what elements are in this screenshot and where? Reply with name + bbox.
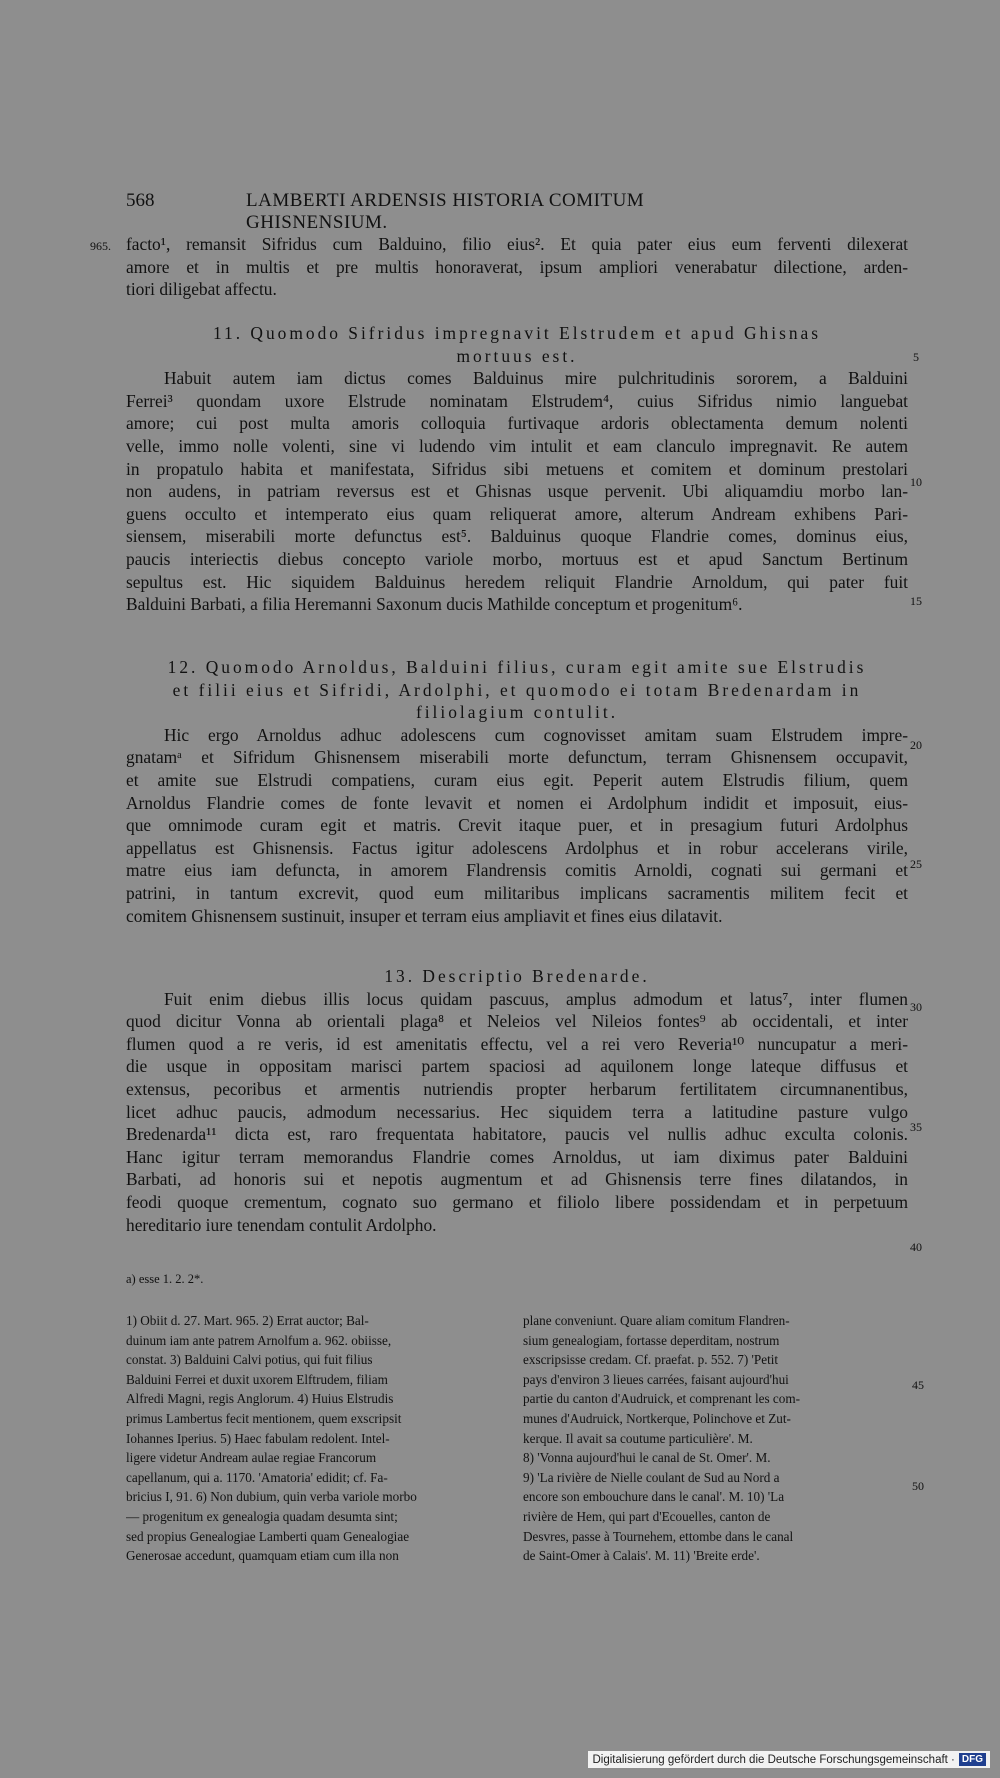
- text-line: facto¹, remansit Sifridus cum Balduino, filio eius². Et quia pater eius eum ferventi dilexerat: [126, 234, 908, 254]
- margin-line-number: 40: [910, 1240, 922, 1254]
- chapter-12-heading-cont: filiolagium contulit.: [415, 702, 619, 723]
- text-line: Bredenarda¹¹ dicta est, raro frequentata habitatore, paucis vel nullis adhuc exculta colonis.: [126, 1124, 908, 1145]
- text-line: licet adhuc paucis, admodum necessarius. Hec siquidem terra a latitudine pasture vulgo: [126, 1101, 908, 1122]
- text-line: sepultus est. Hic siquidem Balduinus heredem reliquit Flandrie Arnoldum, qui pater fuit: [126, 571, 908, 592]
- text-line: que omnimode curam egit et matris. Crevit itaque puer, et in presagium futuri Ardolphus: [126, 815, 908, 836]
- text-line: matre eius iam defuncta, in amorem Flandrensis comitis Arnoldi, cognati sui germani et: [126, 860, 908, 881]
- footnote-line: partie du canton d'Audruick, et comprenant les com-: [523, 1391, 801, 1407]
- text-line: paucis interiectis diebus concepto variole morbo, mortuus est et apud Sanctum Bertinum: [126, 548, 908, 569]
- text-line: in propatulo habita et manifestata, Sifridus sibi metuens et comitem et dominum prestolari: [126, 458, 908, 479]
- page-number: 568: [126, 190, 155, 211]
- text-line: patrini, in tantum excrevit, quod eum militaribus implicans sacramentis militem fecit et: [126, 882, 908, 903]
- footnote-line: primus Lambertus fecit mentionem, quem exscripsit: [126, 1410, 402, 1426]
- text-line: Hic ergo Arnoldus adhuc adolescens cum cognovisset amitam suam Elstrudem impre-: [164, 724, 908, 745]
- margin-line-number: 25: [910, 857, 922, 871]
- footnote-line: encore son embouchure dans le canal'. M. 10) 'La: [523, 1489, 785, 1505]
- footnote-line: Alfredi Magni, regis Anglorum. 4) Huius Elstrudis: [126, 1391, 394, 1407]
- footnote-line: sium genealogiam, fortasse deperditam, nostrum: [523, 1332, 780, 1348]
- text-line: comitem Ghisnensem sustinuit, insuper et terram eius ampliavit et fines eius dilatavit.: [126, 905, 723, 926]
- text-line: tiori diligebat affectu.: [126, 279, 277, 300]
- footnote-line: munes d'Audruick, Nortkerque, Polinchove et Zut-: [523, 1410, 791, 1426]
- text-line: amore; cui post multa amoris colloquia furtivaque ardoris oblectamenta demum nolenti: [126, 413, 908, 434]
- margin-year: 965.: [90, 239, 111, 253]
- text-line: Fuit enim diebus illis locus quidam pascuus, amplus admodum et latus⁷, inter flumen: [164, 988, 908, 1009]
- dfg-logo-icon: DFG: [959, 1753, 986, 1766]
- chapter-11-heading-cont: mortuus est.: [456, 345, 578, 366]
- text-line: die usque in oppositam marisci partem spaciosi ad aquilonem longe lateque diffusus et: [126, 1056, 908, 1077]
- chapter-11-heading: 11. Quomodo Sifridus impregnavit Elstrudem et apud Ghisnas: [212, 323, 822, 343]
- text-line: Hanc igitur terram memorandus Flandrie comes Arnoldus, ut iam diximus pater Balduini: [126, 1146, 908, 1167]
- footnote-line: sed propius Genealogiae Lamberti quam Genealogiae: [126, 1528, 410, 1544]
- dfg-funding-notice: [588, 1751, 990, 1768]
- margin-line-number: 20: [910, 738, 922, 752]
- text-line: Balduini Barbati, a filia Heremanni Saxonum ducis Mathilde conceptum et progenitum⁶.: [126, 594, 743, 615]
- footnote-line: constat. 3) Balduini Calvi potius, qui fuit filius: [126, 1352, 373, 1368]
- footnote-line: 9) 'La rivière de Nielle coulant de Sud au Nord a: [523, 1469, 780, 1485]
- margin-line-number: 15: [910, 594, 922, 608]
- text-line: guens occulto et intemperato eius quam reliquerat amore, alterum Andream exhibens Pari-: [126, 503, 908, 524]
- text-line: extensus, pecoribus et armentis nutriendis propter herbarum fertilitatem circumnanentibus,: [126, 1078, 908, 1099]
- footnote-line: bricius I, 91. 6) Non dubium, quin verba variole morbo: [126, 1489, 417, 1505]
- text-line: quod dicitur Vonna ab orientali plaga⁸ et Neleios vel Nileios fontes⁹ ab occidentali, et inter: [126, 1011, 908, 1032]
- chapter-12-heading-cont: et filii eius et Sifridi, Ardolphi, et quomodo ei totam Bredenardam in: [172, 679, 862, 700]
- running-title: LAMBERTI ARDENSIS HISTORIA COMITUM GHISNENSIUM.: [246, 190, 645, 233]
- text-line: gnatamᵃ et Sifridum Ghisnensem miserabili morte defunctum, terram Ghisnensem occupavit,: [126, 747, 908, 768]
- chapter-13-heading: 13. Descriptio Bredenarde.: [384, 966, 650, 986]
- chapter-11: [126, 322, 908, 616]
- page-header: [126, 190, 790, 233]
- text-line: et amite sue Elstrudi compatiens, curam eius egit. Peperit autem Elstrudis filium, quem: [126, 769, 908, 790]
- footnote-line: capellanum, qui a. 1170. 'Amatoria' edidit; cf. Fa-: [126, 1469, 388, 1485]
- footnote-line: — progenitum ex genealogia quadam desumta sint;: [126, 1508, 398, 1524]
- footnote-line: Generosae accedunt, quamquam etiam cum illa non: [126, 1548, 399, 1564]
- chapter-12-heading: 12. Quomodo Arnoldus, Balduini filius, curam egit amite sue Elstrudis: [167, 657, 867, 677]
- text-line: siensem, miserabili morte defunctus est⁵. Balduinus quoque Flandrie comes, dominus eius,: [126, 526, 908, 547]
- margin-line-number: 45: [912, 1378, 924, 1392]
- margin-line-number: 50: [912, 1479, 924, 1493]
- footnote-line: Desvres, passe à Tournehem, ettombe dans le canal: [523, 1528, 794, 1544]
- text-line: Ferrei³ quondam uxore Elstrude nominatam Elstrudem⁴, cuius Sifridus nimio languebat: [126, 390, 908, 411]
- text-line: Habuit autem iam dictus comes Balduinus mire pulchritudinis sororem, a Balduini: [164, 368, 908, 389]
- footnote-line: Iohannes Iperius. 5) Haec fabulam redolent. Intel-: [126, 1430, 390, 1446]
- footnote-line: duinum iam ante patrem Arnolfum a. 962. obiisse,: [126, 1332, 392, 1348]
- critical-apparatus: a) esse 1. 2. 2*.: [126, 1272, 204, 1286]
- margin-line-number: 35: [910, 1120, 922, 1134]
- text-line: hereditario iure tenendam contulit Ardolpho.: [126, 1214, 437, 1235]
- text-line: Barbati, ad honoris sui et nepotis augmentum et ad Ghisnensis terre fines dilatandos, in: [126, 1169, 908, 1190]
- text-line: appellatus est Ghisnensis. Factus igitur adolescens Ardolphus et in robur accelerans virile,: [126, 837, 908, 858]
- text-line: amore et in multis et pre multis honoraverat, ipsum ampliori venerabatur dilectione, arden-: [126, 256, 908, 277]
- footnotes-left-column: [126, 1311, 509, 1566]
- footnote-line: exscripsisse credam. Cf. praefat. p. 552. 7) 'Petit: [523, 1352, 779, 1368]
- footnote-line: 8) 'Vonna aujourd'hui le canal de St. Omer'. M.: [523, 1450, 771, 1466]
- footnotes-right-column: [523, 1311, 906, 1566]
- margin-line-number: 5: [913, 350, 919, 364]
- margin-line-number: 30: [910, 1000, 922, 1014]
- chapter-13: [126, 965, 908, 1236]
- text-line: feodi quoque crementum, cognato suo germano et filiolo libere possidendam et in perpetuum: [126, 1191, 908, 1212]
- text-line: velle, immo nolle volenti, sine vi ludendo vim intulit et eam clanculo impregnavit. Re autem: [126, 435, 908, 456]
- footnote-line: rivière de Hem, qui part d'Ecouelles, canton de: [523, 1508, 771, 1524]
- footnote-line: kerque. Il avait sa coutume particulière'. M.: [523, 1430, 753, 1446]
- footnote-line: ligere videtur Andream aulae regiae Francorum: [126, 1450, 377, 1466]
- intro-paragraph: [126, 233, 908, 301]
- text-line: non audens, in patriam reversus est et Ghisnas usque pervenit. Ubi aliquamdiu morbo lan-: [126, 481, 908, 502]
- text-line: Arnoldus Flandrie comes de fonte levavit et nomen ei Ardolphum indidit et imposuit, eius-: [126, 792, 908, 813]
- text-line: flumen quod a re veris, id est amenitatis effectu, vel a rei vero Reveria¹⁰ nuncupatur a meri-: [126, 1033, 908, 1054]
- margin-line-number: 10: [910, 475, 922, 489]
- footnote-line: Balduini Ferrei et duxit uxorem Elftrudem, filiam: [126, 1371, 388, 1387]
- footnote-line: pays d'environ 3 lieues carrées, faisant aujourd'hui: [523, 1371, 789, 1387]
- footnote-line: plane conveniunt. Quare aliam comitum Flandren-: [523, 1313, 790, 1328]
- dfg-text: Digitalisierung gefördert durch die Deutsche Forschungsgemeinschaft ·: [592, 1753, 955, 1766]
- footnote-line: de Saint-Omer à Calais'. M. 11) 'Breite erde'.: [523, 1548, 760, 1564]
- chapter-12: [126, 656, 908, 927]
- footnote-line: 1) Obiit d. 27. Mart. 965. 2) Errat auctor; Bal-: [126, 1313, 369, 1328]
